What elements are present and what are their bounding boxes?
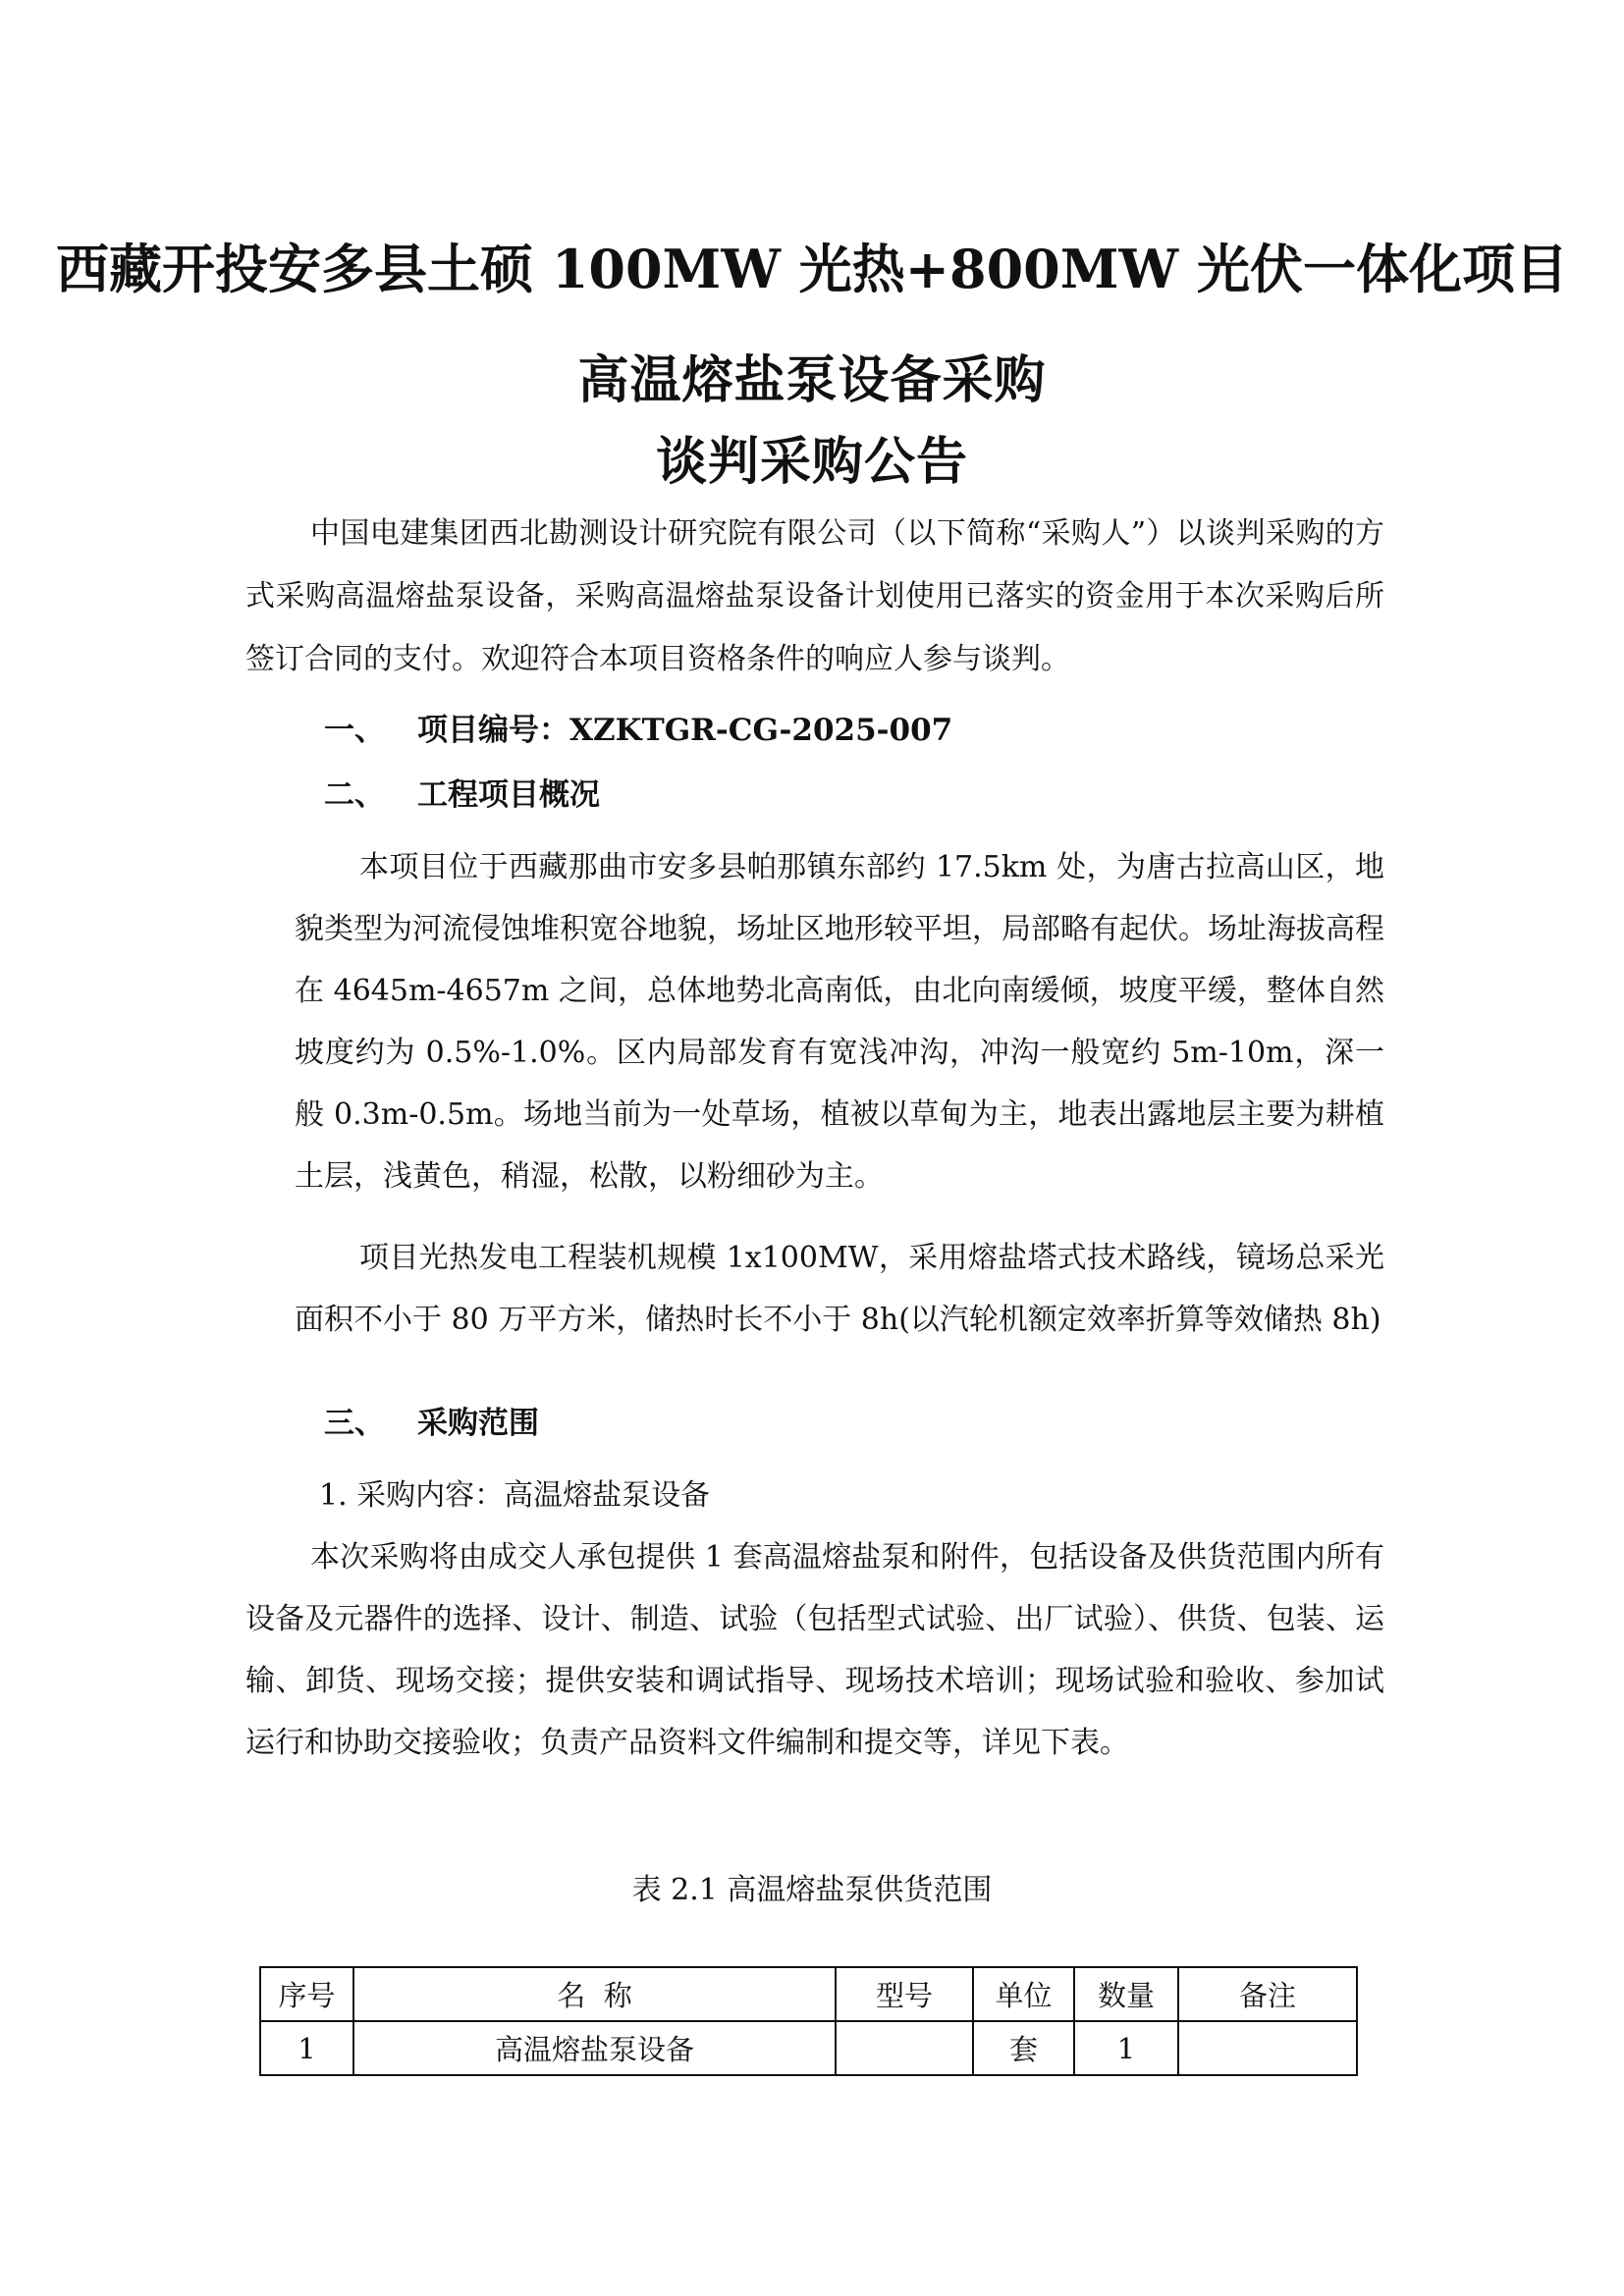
section-heading-overview [324,770,600,814]
table-cell: 套 [973,2021,1074,2075]
table-cell: 1 [1074,2021,1178,2075]
section-number: 二、 [324,777,385,813]
table-header-cell: 单位 [973,1967,1074,2021]
scale-paragraph: 项目光热发电工程装机规模 1x100MW，采用熔盐塔式技术路线，镜场总采光面积不小于 80 万平方米，储热时长不小于 8h(以汽轮机额定效率折算等效储热 8h) [295,1241,1384,1337]
section-number: 三、 [324,1406,385,1441]
table-cell [836,2021,973,2075]
section-number: 一、 [324,713,385,748]
intro-paragraph: 中国电建集团西北勘测设计研究院有限公司（以下简称“采购人”）以谈判采购的方式采购高温熔盐泵设备，采购高温熔盐泵设备计划使用已落实的资金用于本次采购后所签订合同的支付。欢迎符合本项目资格条件的响应人参与谈判。 [245,516,1384,676]
overview-paragraph: 本项目位于西藏那曲市安多县帕那镇东部约 17.5km 处，为唐古拉高山区，地貌类型为河流侵蚀堆积宽谷地貌，场址区地形较平坦，局部略有起伏。场址海拔高程在 4645m-4657m 之间，总体地势北高南低，由北向南缓倾，坡度平缓，整体自然坡度约为 0.5%-1.0%。区内局部发育有宽浅冲沟，冲沟一般宽约 5m-10m，深一般 0.3m-0.5m。场地当前为一处草场，植被以草甸为主，地表出露地层主要为耕植土层，浅黄色，稍湿，松散，以粉细砂为主。 [295,850,1384,1194]
document-title-line3: 谈判采购公告 [655,432,968,492]
document-title-line2: 高温熔盐泵设备采购 [577,350,1047,410]
table-cell: 1 [260,2021,353,2075]
procurement-content: 1. 采购内容：高温熔盐泵设备 [319,1478,711,1513]
procurement-description: 本次采购将由成交人承包提供 1 套高温熔盐泵和附件，包括设备及供货范围内所有设备及元器件的选择、设计、制造、试验（包括型式试验、出厂试验）、供货、包装、运输、卸货、现场交接；提供安装和调试指导、现场技术培训；现场试验和验收、参加试运行和协助交接验收；负责产品资料文件编制和提交等，详见下表。 [245,1540,1384,1760]
table-header-cell: 序号 [260,1967,353,2021]
table-row [260,2021,1357,2075]
document-title-line1: 西藏开投安多县土硕 100MW 光热+800MW 光伏一体化项目 [56,238,1568,300]
table-header-cell: 备注 [1178,1967,1357,2021]
section-heading-scope [324,1398,539,1442]
section-title: 采购范围 [417,1406,539,1441]
table-header-row [260,1967,1357,2021]
table-header-cell: 名 称 [353,1967,836,2021]
table-cell: 高温熔盐泵设备 [353,2021,836,2075]
table-header-cell: 型号 [836,1967,973,2021]
supply-scope-table [259,1966,1358,2076]
section-title: 项目编号：XZKTGR-CG-2025-007 [417,713,953,748]
table-caption: 表 2.1 高温熔盐泵供货范围 [631,1873,993,1907]
section-heading-project-number [324,705,952,749]
table-cell [1178,2021,1357,2075]
section-title: 工程项目概况 [417,777,600,813]
table-header-cell: 数量 [1074,1967,1178,2021]
